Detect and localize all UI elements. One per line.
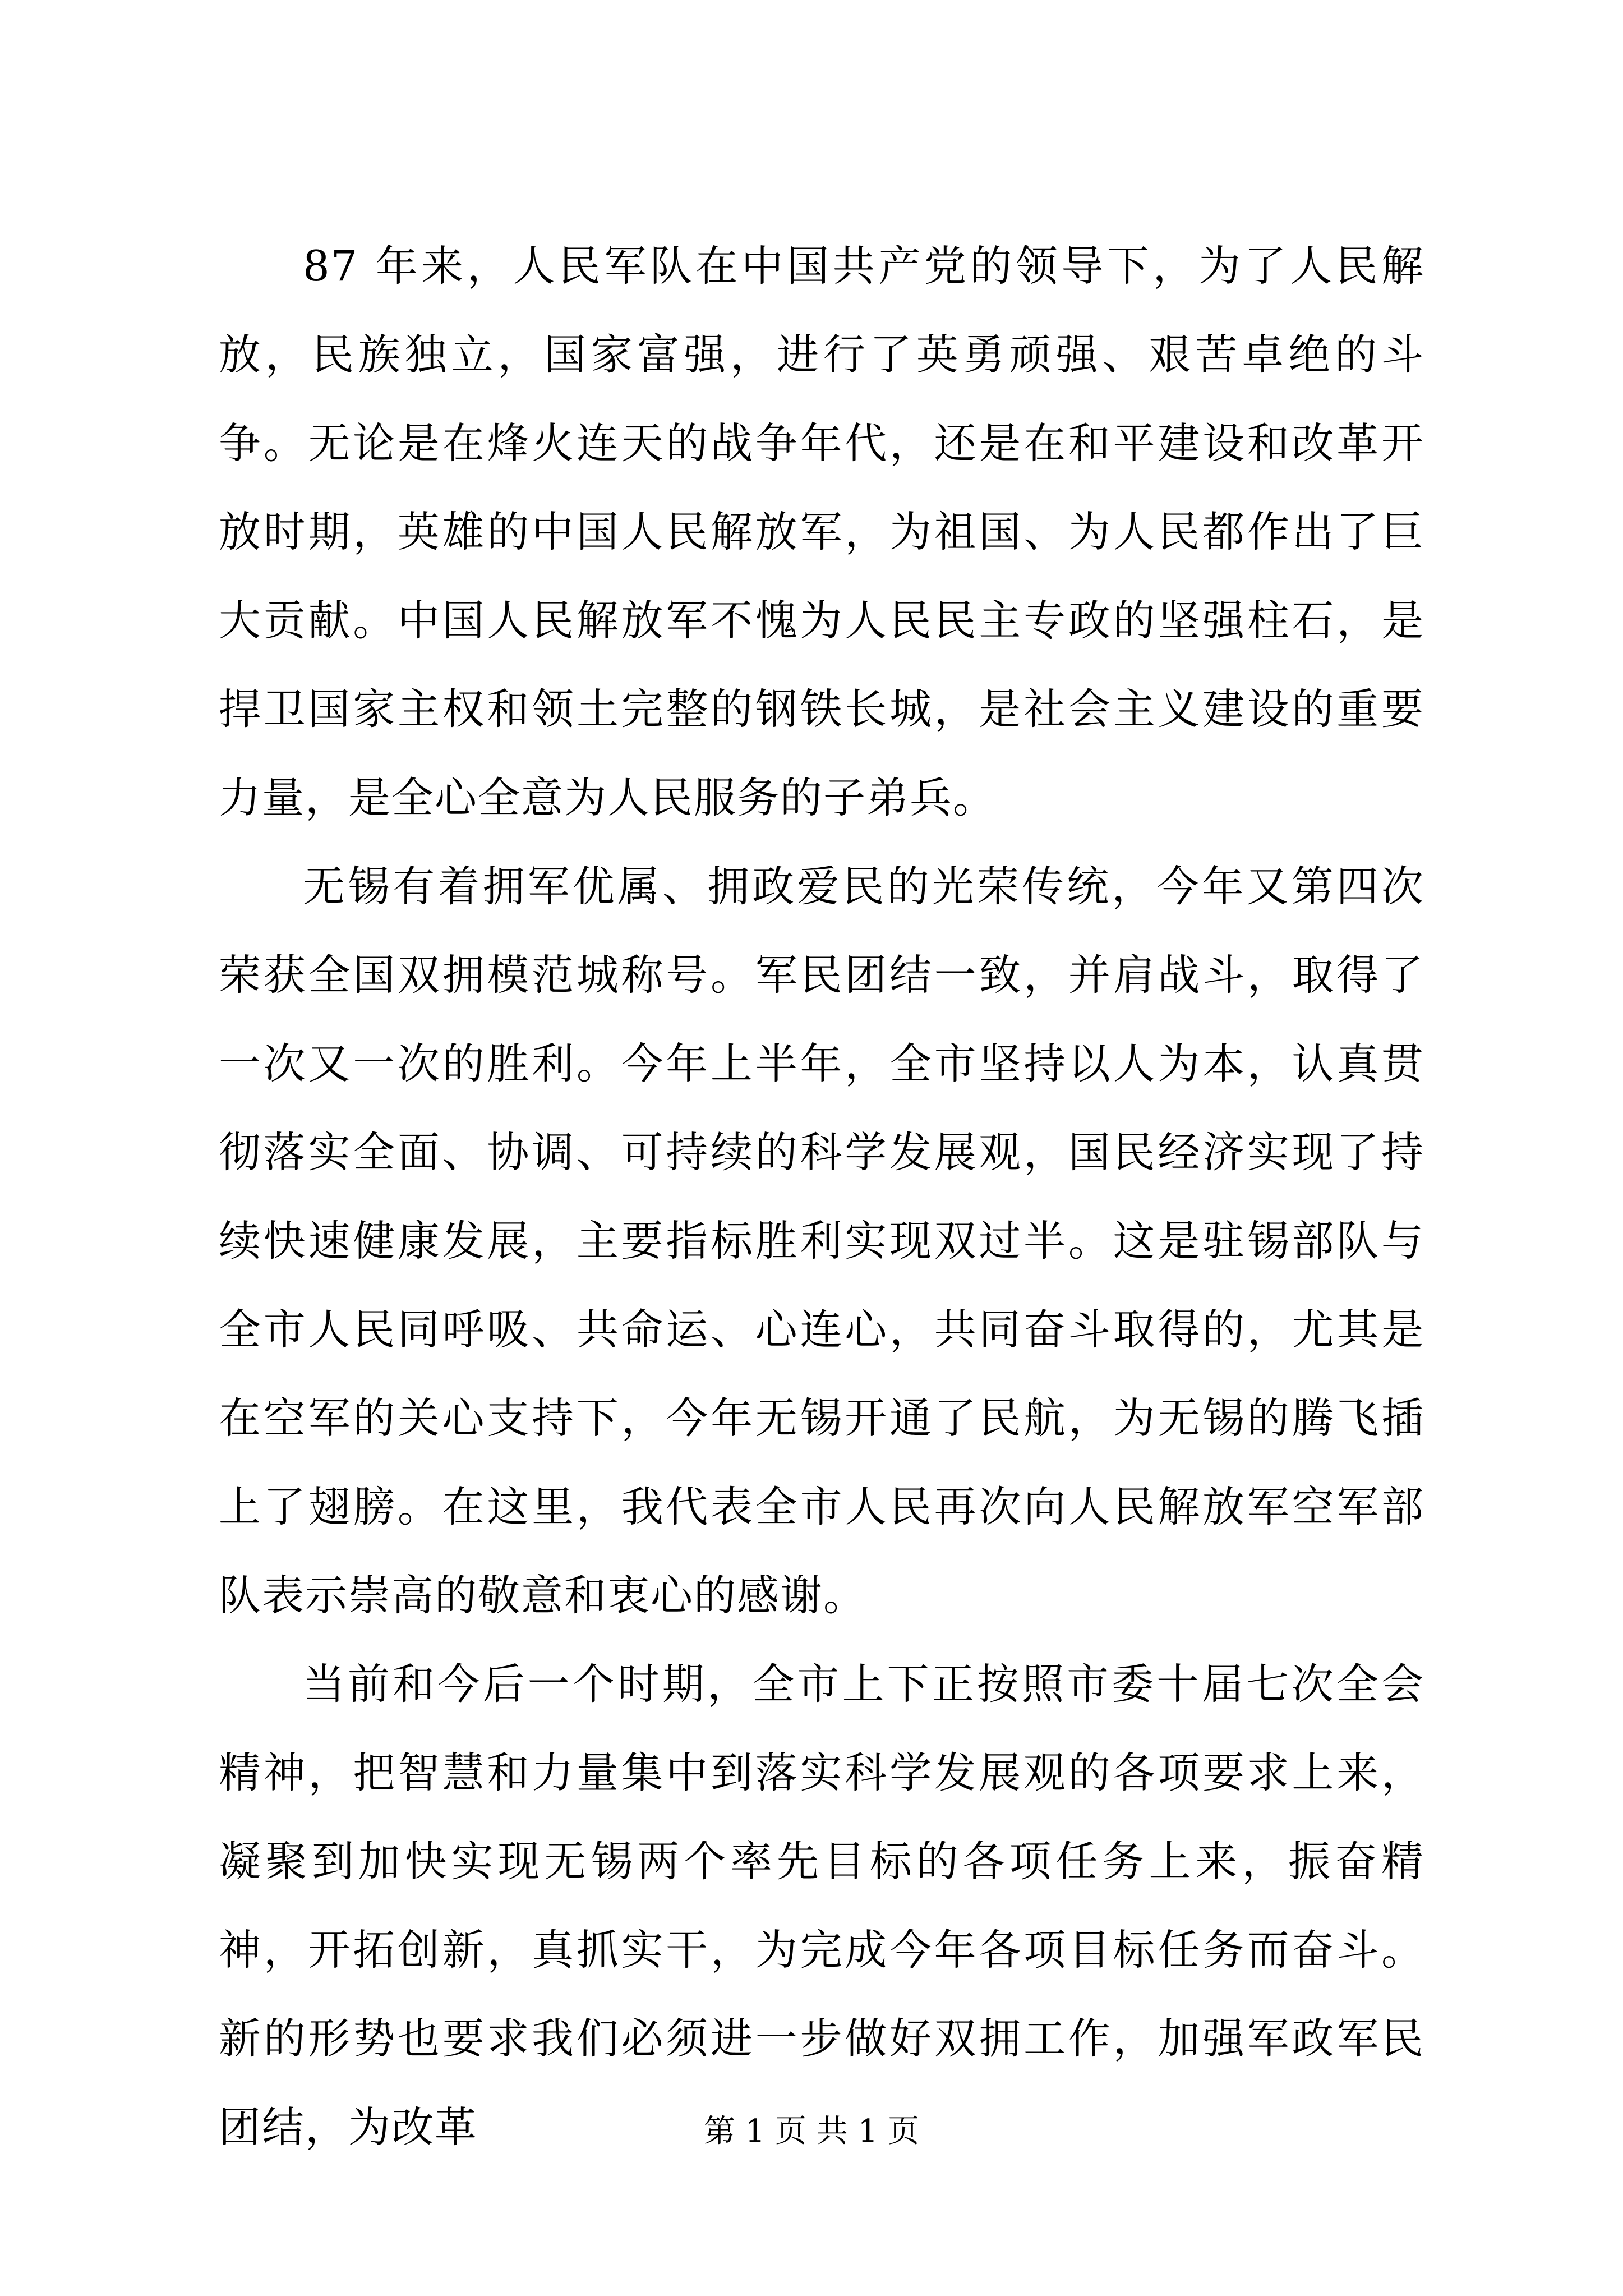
page-footer: 第 1 页 共 1 页 xyxy=(703,2113,920,2150)
document-body xyxy=(219,222,1424,2171)
paragraph-2: 无锡有着拥军优属、拥政爱民的光荣传统，今年又第四次荣获全国双拥模范城称号。军民团结一致，并肩战斗，取得了一次又一次的胜利。今年上半年，全市坚持以人为本，认真贯彻落实全面、协调、可持续的科学发展观，国民经济实现了持续快速健康发展，主要指标胜利实现双过半。这是驻锡部队与全市人民同呼吸、共命运、心连心，共同奋斗取得的，尤其是在空军的关心支持下，今年无锡开通了民航，为无锡的腾飞插上了翅膀。在这里，我代表全市人民再次向人民解放军空军部队表示崇高的敬意和衷心的感谢。 xyxy=(219,862,1424,1620)
paragraph-3: 当前和今后一个时期，全市上下正按照市委十届七次全会精神，把智慧和力量集中到落实科学发展观的各项要求上来，凝聚到加快实现无锡两个率先目标的各项任务上来，振奋精神，开拓创新，真抓实干，为完成今年各项目标任务而奋斗。新的形势也要求我们必须进一步做好双拥工作，加强军政军民团结，为改革 xyxy=(219,1659,1424,2152)
paragraph-1: 87 年来，人民军队在中国共产党的领导下，为了人民解放，民族独立，国家富强，进行了英勇顽强、艰苦卓绝的斗争。无论是在烽火连天的战争年代，还是在和平建设和改革开放时期，英雄的中国人民解放军，为祖国、为人民都作出了巨大贡献。中国人民解放军不愧为人民民主专政的坚强柱石，是捍卫国家主权和领土完整的钢铁长城，是社会主义建设的重要力量，是全心全意为人民服务的子弟兵。 xyxy=(219,241,1424,822)
